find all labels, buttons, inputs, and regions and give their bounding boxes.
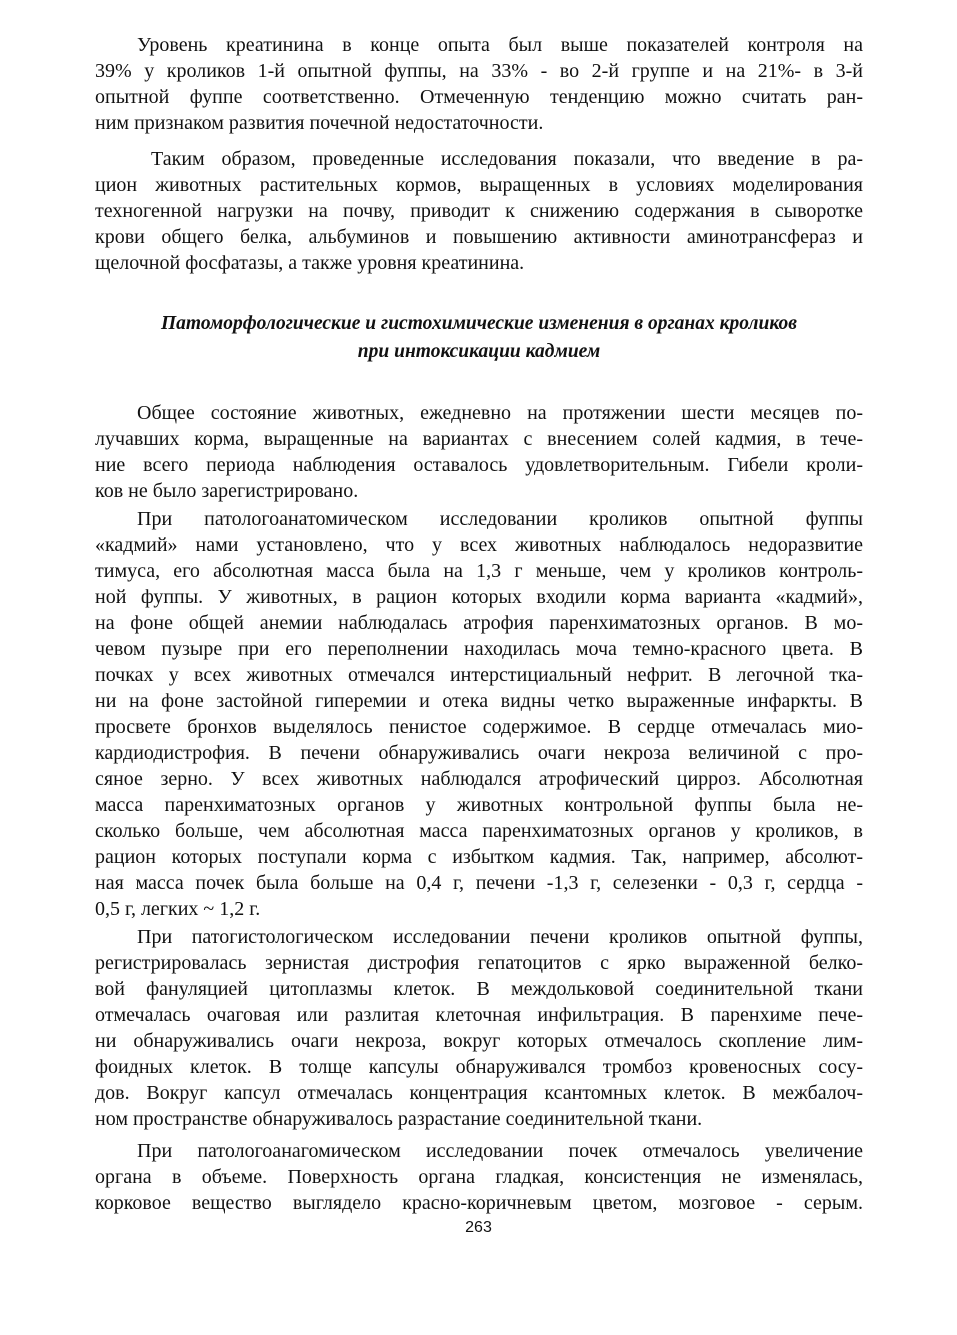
text-line: 0,5 г, легких ~ 1,2 г. bbox=[95, 898, 261, 920]
text-line: Таким образом, проведенные исследования показали, что введение в ра- bbox=[151, 148, 863, 170]
paragraph-pathoanatomy bbox=[95, 506, 863, 922]
text-line: дов. Вокруг капсул отмечалась концентрация ксантомных клеток. В межбалоч- bbox=[95, 1082, 863, 1104]
text-line: лучавших корма, выращенные на вариантах с внесением солей кадмия, в тече- bbox=[95, 428, 863, 450]
text-line: фоидных клеток. В толще капсулы обнаруживался тромбоз кровеносных сосу- bbox=[95, 1056, 863, 1078]
text-line: крови общего белка, альбуминов и повышению активности аминотрансфераз и bbox=[95, 226, 863, 248]
text-line: масса паренхиматозных органов у животных контрольной фуппы была не- bbox=[95, 794, 863, 816]
text-line: органа в объеме. Поверхность органа гладкая, консистенция не изменялась, bbox=[95, 1166, 863, 1188]
paragraph-kidneys bbox=[95, 1138, 863, 1216]
text-line: ном пространстве обнаруживалось разрастание соединительной ткани. bbox=[95, 1108, 703, 1130]
paragraph-conclusion bbox=[95, 146, 863, 276]
text-line: 39% у кроликов 1-й опытной фуппы, на 33% - во 2-й группе и на 21%- в 3-й bbox=[95, 60, 863, 82]
text-line: на фоне общей анемии наблюдалась атрофия паренхиматозных органов. В мо- bbox=[95, 612, 863, 634]
text-line: Общее состояние животных, ежедневно на протяжении шести месяцев по- bbox=[137, 402, 863, 424]
text-line: «кадмий» нами установлено, что у всех животных наблюдалось недоразвитие bbox=[95, 534, 863, 556]
text-line: При патогистологическом исследовании печени кроликов опытной фуппы, bbox=[137, 926, 863, 948]
text-line: При патологоанатомическом исследовании кроликов опытной фуппы bbox=[137, 508, 863, 530]
section-heading bbox=[95, 310, 863, 366]
text-line: сколько больше, чем абсолютная масса паренхиматозных органов у кроликов, в bbox=[95, 820, 863, 842]
text-line: корковое вещество выглядело красно-коричневым цветом, мозговое - серым. bbox=[95, 1192, 863, 1214]
text-line: ная масса почек была больше на 0,4 г, печени -1,3 г, селезенки - 0,3 г, сердца - bbox=[95, 872, 863, 894]
text-line: просвете бронхов выделялось пенистое содержимое. В сердце отмечалась мио- bbox=[95, 716, 863, 738]
text-line: вой фануляцией цитоплазмы клеток. В междольковой соединительной ткани bbox=[95, 978, 863, 1000]
text-line: почках у всех животных отмечался интерстициальный нефрит. В легочной тка- bbox=[95, 664, 863, 686]
text-line: Уровень креатинина в конце опыта был выше показателей контроля на bbox=[137, 34, 863, 56]
paragraph-creatinine bbox=[95, 32, 863, 136]
text-line: рацион которых поступали корма с избытком кадмия. Так, например, абсолют- bbox=[95, 846, 863, 868]
text-line: щелочной фосфатазы, а также уровня креатинина. bbox=[95, 252, 525, 274]
text-line: ние всего периода наблюдения оставалось удовлетворительным. Гибели кроли- bbox=[95, 454, 863, 476]
paragraph-pathohistology bbox=[95, 924, 863, 1132]
text-line: ни на фоне застойной гиперемии и отека видны четко выраженные инфаркты. В bbox=[95, 690, 863, 712]
text-line: отмечалась очаговая или разлитая клеточная инфильтрация. В паренхиме пече- bbox=[95, 1004, 863, 1026]
text-line: При патологоанагомическом исследовании почек отмечалось увеличение bbox=[137, 1140, 863, 1162]
text-line: техногенной нагрузки на почву, приводит к снижению содержания в сыворотке bbox=[95, 200, 863, 222]
text-line: ков не было зарегистрировано. bbox=[95, 480, 359, 502]
text-line: чевом пузыре при его переполнении находилась моча темно-красного цвета. В bbox=[95, 638, 863, 660]
text-line: ной фуппы. У животных, в рацион которых входили корма варианта «кадмий», bbox=[95, 586, 863, 608]
text-line: кардиодистрофия. В печени обнаруживались очаги некроза величиной с про- bbox=[95, 742, 863, 764]
text-line: ним признаком развития почечной недостаточности. bbox=[95, 112, 544, 134]
text-line: тимуса, его абсолютная масса была на 1,3 г меньше, чем у кроликов контроль- bbox=[95, 560, 863, 582]
text-line: регистрировалась зернистая дистрофия гепатоцитов с ярко выраженной белко- bbox=[95, 952, 863, 974]
document-page bbox=[95, 32, 863, 1216]
section-heading-line: Патоморфологические и гистохимические изменения в органах кроликов bbox=[161, 313, 797, 334]
text-line: сяное зерно. У всех животных наблюдался атрофический цирроз. Абсолютная bbox=[95, 768, 863, 790]
page-number: 263 bbox=[465, 1219, 492, 1236]
section-heading-line: при интоксикации кадмием bbox=[357, 341, 601, 362]
text-line: ни обнаруживались очаги некроза, вокруг которых отмечалось скопление лим- bbox=[95, 1030, 863, 1052]
text-line: опытной фуппе соответственно. Отмеченную тенденцию можно считать ран- bbox=[95, 86, 863, 108]
text-line: цион животных растительных кормов, выращенных в условиях моделирования bbox=[95, 174, 863, 196]
paragraph-general-state bbox=[95, 400, 863, 504]
